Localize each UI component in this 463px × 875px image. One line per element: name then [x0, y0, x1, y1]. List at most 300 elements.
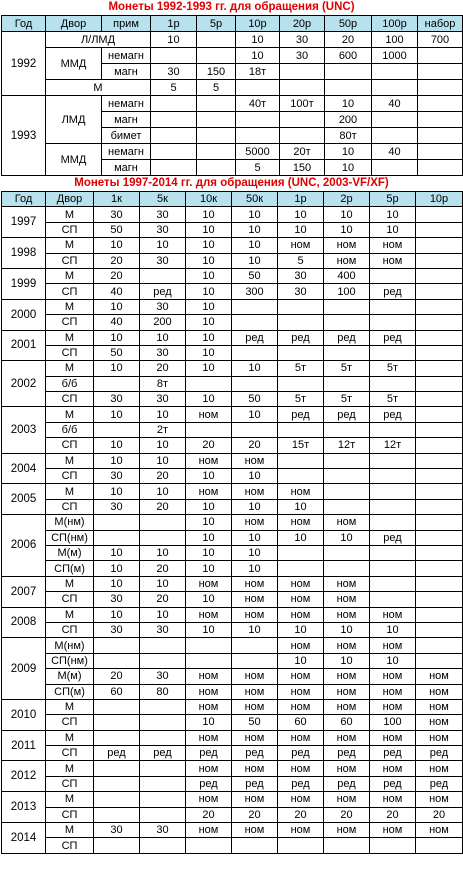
table-row [2, 653, 463, 668]
value-cell: 10 [278, 530, 324, 545]
value-cell: ред [140, 746, 186, 761]
value-cell [140, 807, 186, 822]
value-cell: 5 [236, 160, 280, 176]
value-cell: 5т [324, 392, 370, 407]
value-cell: ред [232, 746, 278, 761]
column-header: 50р [325, 16, 372, 32]
value-cell: ном [232, 669, 278, 684]
value-cell: 10 [186, 361, 232, 376]
value-cell: 10 [94, 407, 140, 422]
value-cell [370, 838, 416, 853]
value-cell [416, 576, 463, 591]
value-cell [370, 469, 416, 484]
value-cell [151, 144, 197, 160]
value-cell: 18т [236, 64, 280, 80]
mint-cell: М [46, 576, 94, 591]
value-cell: 10 [232, 622, 278, 637]
value-cell [324, 499, 370, 514]
value-cell [140, 515, 186, 530]
value-cell: 20 [232, 438, 278, 453]
value-cell: 100т [280, 96, 325, 112]
value-cell: ном [232, 730, 278, 745]
value-cell: 10 [140, 484, 186, 499]
column-header: 20р [280, 16, 325, 32]
value-cell [416, 838, 463, 853]
mint-cell: М [46, 238, 94, 253]
value-cell: 10 [236, 32, 280, 48]
value-cell: 40 [94, 315, 140, 330]
value-cell [372, 112, 418, 128]
value-cell [197, 144, 236, 160]
value-cell: ном [416, 684, 463, 699]
mint-cell: Л/ЛМД [46, 32, 151, 48]
value-cell: 200 [325, 112, 372, 128]
column-header: 2р [324, 192, 370, 207]
value-cell: ном [370, 669, 416, 684]
value-cell [94, 515, 140, 530]
value-cell: 60 [324, 715, 370, 730]
mint-cell: СП [46, 746, 94, 761]
value-cell: 10 [232, 361, 278, 376]
year-cell: 2007 [2, 576, 46, 607]
value-cell [416, 361, 463, 376]
value-cell [197, 160, 236, 176]
value-cell [416, 330, 463, 345]
value-cell [372, 128, 418, 144]
value-cell: 20 [140, 499, 186, 514]
value-cell: ном [370, 699, 416, 714]
value-cell [324, 838, 370, 853]
mint-cell: СП [46, 592, 94, 607]
mint-cell: СП [46, 392, 94, 407]
value-cell: 20 [232, 807, 278, 822]
table-row [2, 746, 463, 761]
value-cell [94, 653, 140, 668]
value-cell [416, 561, 463, 576]
table-row [2, 730, 463, 745]
table-row [2, 407, 463, 422]
value-cell: 50 [94, 345, 140, 360]
value-cell: 10 [278, 499, 324, 514]
column-header: Двор [46, 192, 94, 207]
value-cell: 10 [140, 576, 186, 591]
value-cell: 10 [232, 238, 278, 253]
value-cell [324, 484, 370, 499]
value-cell: ном [186, 576, 232, 591]
value-cell: ном [278, 730, 324, 745]
value-cell: ном [232, 576, 278, 591]
value-cell [416, 592, 463, 607]
value-cell: 20т [280, 144, 325, 160]
value-cell [278, 561, 324, 576]
value-cell [325, 64, 372, 80]
table-row [2, 330, 463, 345]
value-cell: 600 [325, 48, 372, 64]
value-cell: 10 [140, 438, 186, 453]
value-cell: 30 [140, 207, 186, 222]
table-row [2, 96, 463, 112]
value-cell: 10 [186, 330, 232, 345]
value-cell [416, 622, 463, 637]
value-cell: 10 [370, 653, 416, 668]
table-row [2, 222, 463, 237]
value-cell: 30 [94, 823, 140, 838]
value-cell: 5т [370, 361, 416, 376]
value-cell [232, 653, 278, 668]
value-cell: ред [94, 746, 140, 761]
value-cell: 10 [232, 253, 278, 268]
value-cell: 5т [324, 361, 370, 376]
value-cell: ном [278, 823, 324, 838]
value-cell [186, 838, 232, 853]
value-cell: ном [324, 761, 370, 776]
value-cell: 10 [325, 160, 372, 176]
value-cell: ном [324, 238, 370, 253]
mint-cell: СП [46, 438, 94, 453]
value-cell: ред [278, 746, 324, 761]
mint-cell: СП(м) [46, 684, 94, 699]
column-header: 5к [140, 192, 186, 207]
mint-cell: М [46, 407, 94, 422]
value-cell: 10 [186, 284, 232, 299]
value-cell: 30 [151, 64, 197, 80]
value-cell: ном [324, 576, 370, 591]
value-cell [416, 238, 463, 253]
value-cell: 5т [278, 392, 324, 407]
value-cell [232, 638, 278, 653]
year-cell: 1997 [2, 207, 46, 238]
value-cell: 40 [94, 284, 140, 299]
value-cell: ном [278, 592, 324, 607]
table-row [2, 32, 463, 48]
value-cell [94, 838, 140, 853]
value-cell: 30 [94, 592, 140, 607]
value-cell: 10 [232, 530, 278, 545]
mint-cell: б/б [46, 422, 94, 437]
value-cell [278, 299, 324, 314]
value-cell [324, 345, 370, 360]
value-cell: 150 [197, 64, 236, 80]
value-cell: 10 [325, 144, 372, 160]
table-row [2, 48, 463, 64]
value-cell: ном [370, 607, 416, 622]
value-cell: ном [186, 453, 232, 468]
value-cell: 50 [94, 222, 140, 237]
subtype-cell: магн [102, 64, 151, 80]
value-cell [416, 638, 463, 653]
value-cell: 10 [232, 222, 278, 237]
mint-cell: М [46, 699, 94, 714]
value-cell [140, 838, 186, 853]
header-row [2, 16, 463, 32]
value-cell [236, 80, 280, 96]
value-cell: 30 [140, 622, 186, 637]
subtype-cell: магн [102, 112, 151, 128]
table-row [2, 238, 463, 253]
value-cell: ред [324, 407, 370, 422]
value-cell [418, 96, 463, 112]
value-cell: ном [416, 669, 463, 684]
value-cell: ном [370, 253, 416, 268]
value-cell: ном [278, 607, 324, 622]
year-cell: 2014 [2, 823, 46, 854]
value-cell [372, 80, 418, 96]
value-cell: 10 [186, 469, 232, 484]
value-cell [416, 376, 463, 391]
value-cell [418, 80, 463, 96]
value-cell [186, 653, 232, 668]
value-cell: 1000 [372, 48, 418, 64]
value-cell: 10 [186, 392, 232, 407]
value-cell [278, 453, 324, 468]
value-cell: ном [186, 484, 232, 499]
value-cell: 10 [186, 561, 232, 576]
table-row [2, 144, 463, 160]
column-header: 1р [278, 192, 324, 207]
value-cell [370, 484, 416, 499]
value-cell [280, 64, 325, 80]
value-cell: ном [278, 761, 324, 776]
value-cell [94, 530, 140, 545]
table-row [2, 392, 463, 407]
value-cell [418, 144, 463, 160]
value-cell: 10 [151, 32, 197, 48]
value-cell [94, 638, 140, 653]
table-row [2, 484, 463, 499]
value-cell [140, 653, 186, 668]
value-cell: ном [324, 607, 370, 622]
value-cell: 50 [232, 268, 278, 283]
value-cell [416, 268, 463, 283]
value-cell: ном [186, 699, 232, 714]
value-cell: 10 [140, 407, 186, 422]
table-row [2, 376, 463, 391]
value-cell [151, 128, 197, 144]
value-cell: 10 [278, 622, 324, 637]
value-cell: 10 [186, 499, 232, 514]
value-cell [416, 453, 463, 468]
value-cell: 100 [370, 715, 416, 730]
mint-cell: М(нм) [46, 515, 94, 530]
value-cell [416, 253, 463, 268]
value-cell: 10 [186, 345, 232, 360]
value-cell [94, 807, 140, 822]
value-cell: 20 [140, 361, 186, 376]
value-cell [416, 407, 463, 422]
value-cell [94, 761, 140, 776]
value-cell [324, 315, 370, 330]
value-cell: 10 [186, 592, 232, 607]
value-cell: ред [370, 530, 416, 545]
value-cell: 20 [186, 807, 232, 822]
value-cell: 10 [232, 499, 278, 514]
value-cell: 10 [94, 607, 140, 622]
value-cell: ред [324, 330, 370, 345]
value-cell: 10 [232, 407, 278, 422]
value-cell: ном [324, 253, 370, 268]
table-row [2, 284, 463, 299]
value-cell [94, 422, 140, 437]
value-cell: ном [278, 238, 324, 253]
value-cell: ред [370, 407, 416, 422]
value-cell: 60 [94, 684, 140, 699]
value-cell [324, 469, 370, 484]
value-cell: 50 [232, 392, 278, 407]
value-cell [280, 128, 325, 144]
value-cell: 12т [324, 438, 370, 453]
value-cell: 10 [370, 222, 416, 237]
value-cell [370, 545, 416, 560]
value-cell: 10 [278, 207, 324, 222]
value-cell: 700 [418, 32, 463, 48]
value-cell: ном [186, 607, 232, 622]
column-header: 1к [94, 192, 140, 207]
value-cell: ном [278, 699, 324, 714]
table-row [2, 499, 463, 514]
year-cell: 2003 [2, 407, 46, 453]
value-cell [197, 32, 236, 48]
value-cell: ном [324, 684, 370, 699]
year-cell: 2009 [2, 638, 46, 700]
value-cell: 10 [325, 96, 372, 112]
table-row [2, 576, 463, 591]
value-cell: 10 [186, 530, 232, 545]
value-cell: 10 [186, 253, 232, 268]
value-cell [236, 128, 280, 144]
value-cell [232, 345, 278, 360]
value-cell [94, 699, 140, 714]
subtype-cell: магн [102, 160, 151, 176]
year-cell: 2004 [2, 453, 46, 484]
value-cell: ном [370, 684, 416, 699]
value-cell: 30 [140, 392, 186, 407]
mint-cell: М [46, 484, 94, 499]
subtype-cell: немагн [102, 48, 151, 64]
table-row [2, 422, 463, 437]
value-cell: 20 [94, 669, 140, 684]
value-cell: 10 [324, 207, 370, 222]
value-cell: 10 [186, 222, 232, 237]
value-cell: 2т [140, 422, 186, 437]
value-cell [140, 699, 186, 714]
value-cell: 10 [140, 607, 186, 622]
year-cell: 2013 [2, 792, 46, 823]
value-cell [278, 469, 324, 484]
value-cell [416, 284, 463, 299]
value-cell [416, 530, 463, 545]
value-cell: ред [370, 284, 416, 299]
value-cell [140, 638, 186, 653]
value-cell: 10 [140, 545, 186, 560]
mint-cell: СП [46, 715, 94, 730]
value-cell [370, 453, 416, 468]
mint-cell: М(м) [46, 545, 94, 560]
value-cell: ном [370, 761, 416, 776]
value-cell: ном [186, 792, 232, 807]
column-header: Двор [46, 16, 102, 32]
value-cell [370, 299, 416, 314]
value-cell: 5 [197, 80, 236, 96]
value-cell [94, 792, 140, 807]
value-cell [140, 730, 186, 745]
mint-cell: СП [46, 776, 94, 791]
value-cell: 10 [94, 238, 140, 253]
value-cell: 10 [94, 576, 140, 591]
value-cell: ред [278, 776, 324, 791]
value-cell [418, 64, 463, 80]
value-cell [140, 715, 186, 730]
value-cell: 20 [94, 253, 140, 268]
value-cell: ном [186, 669, 232, 684]
value-cell: ном [278, 484, 324, 499]
value-cell [416, 607, 463, 622]
value-cell [416, 422, 463, 437]
column-header: 1р [151, 16, 197, 32]
table-row [2, 823, 463, 838]
table-row [2, 607, 463, 622]
value-cell: ред [278, 330, 324, 345]
value-cell [416, 653, 463, 668]
table1-title: Монеты 1992-1993 гг. для обращения (UNC) [108, 1, 355, 13]
value-cell: 10 [232, 469, 278, 484]
value-cell: 10 [94, 299, 140, 314]
value-cell: 10 [324, 622, 370, 637]
value-cell [416, 315, 463, 330]
year-cell: 1998 [2, 238, 46, 269]
value-cell: 10 [94, 545, 140, 560]
value-cell: ном [278, 684, 324, 699]
value-cell: 20 [324, 807, 370, 822]
mint-cell: СП [46, 499, 94, 514]
table-row [2, 469, 463, 484]
year-cell: 2012 [2, 761, 46, 792]
value-cell [232, 315, 278, 330]
value-cell [140, 268, 186, 283]
mint-cell: М [46, 268, 94, 283]
table2-title: Монеты 1997-2014 гг. для обращения (UNC, 2003-VF/XF) [74, 177, 389, 189]
value-cell: ном [186, 761, 232, 776]
table-row [2, 80, 463, 96]
value-cell [151, 160, 197, 176]
value-cell: 5000 [236, 144, 280, 160]
table-row [2, 638, 463, 653]
year-cell: 2010 [2, 699, 46, 730]
value-cell: ред [186, 776, 232, 791]
value-cell [416, 207, 463, 222]
value-cell: 10 [186, 299, 232, 314]
mint-cell: М [46, 330, 94, 345]
value-cell: 10 [186, 515, 232, 530]
value-cell: ном [186, 684, 232, 699]
mint-cell: М [46, 792, 94, 807]
value-cell: ном [232, 684, 278, 699]
value-cell: 10 [94, 438, 140, 453]
subtype-cell: немагн [102, 96, 151, 112]
value-cell [94, 776, 140, 791]
column-header: прим [102, 16, 151, 32]
table-row [2, 268, 463, 283]
value-cell: ном [370, 238, 416, 253]
value-cell: 40т [236, 96, 280, 112]
value-cell: 10 [186, 238, 232, 253]
value-cell: 10 [140, 330, 186, 345]
mint-cell: СП [46, 253, 94, 268]
value-cell: 30 [140, 345, 186, 360]
value-cell: 400 [324, 268, 370, 283]
value-cell: ред [370, 330, 416, 345]
mint-cell: М [46, 453, 94, 468]
value-cell: ном [370, 792, 416, 807]
